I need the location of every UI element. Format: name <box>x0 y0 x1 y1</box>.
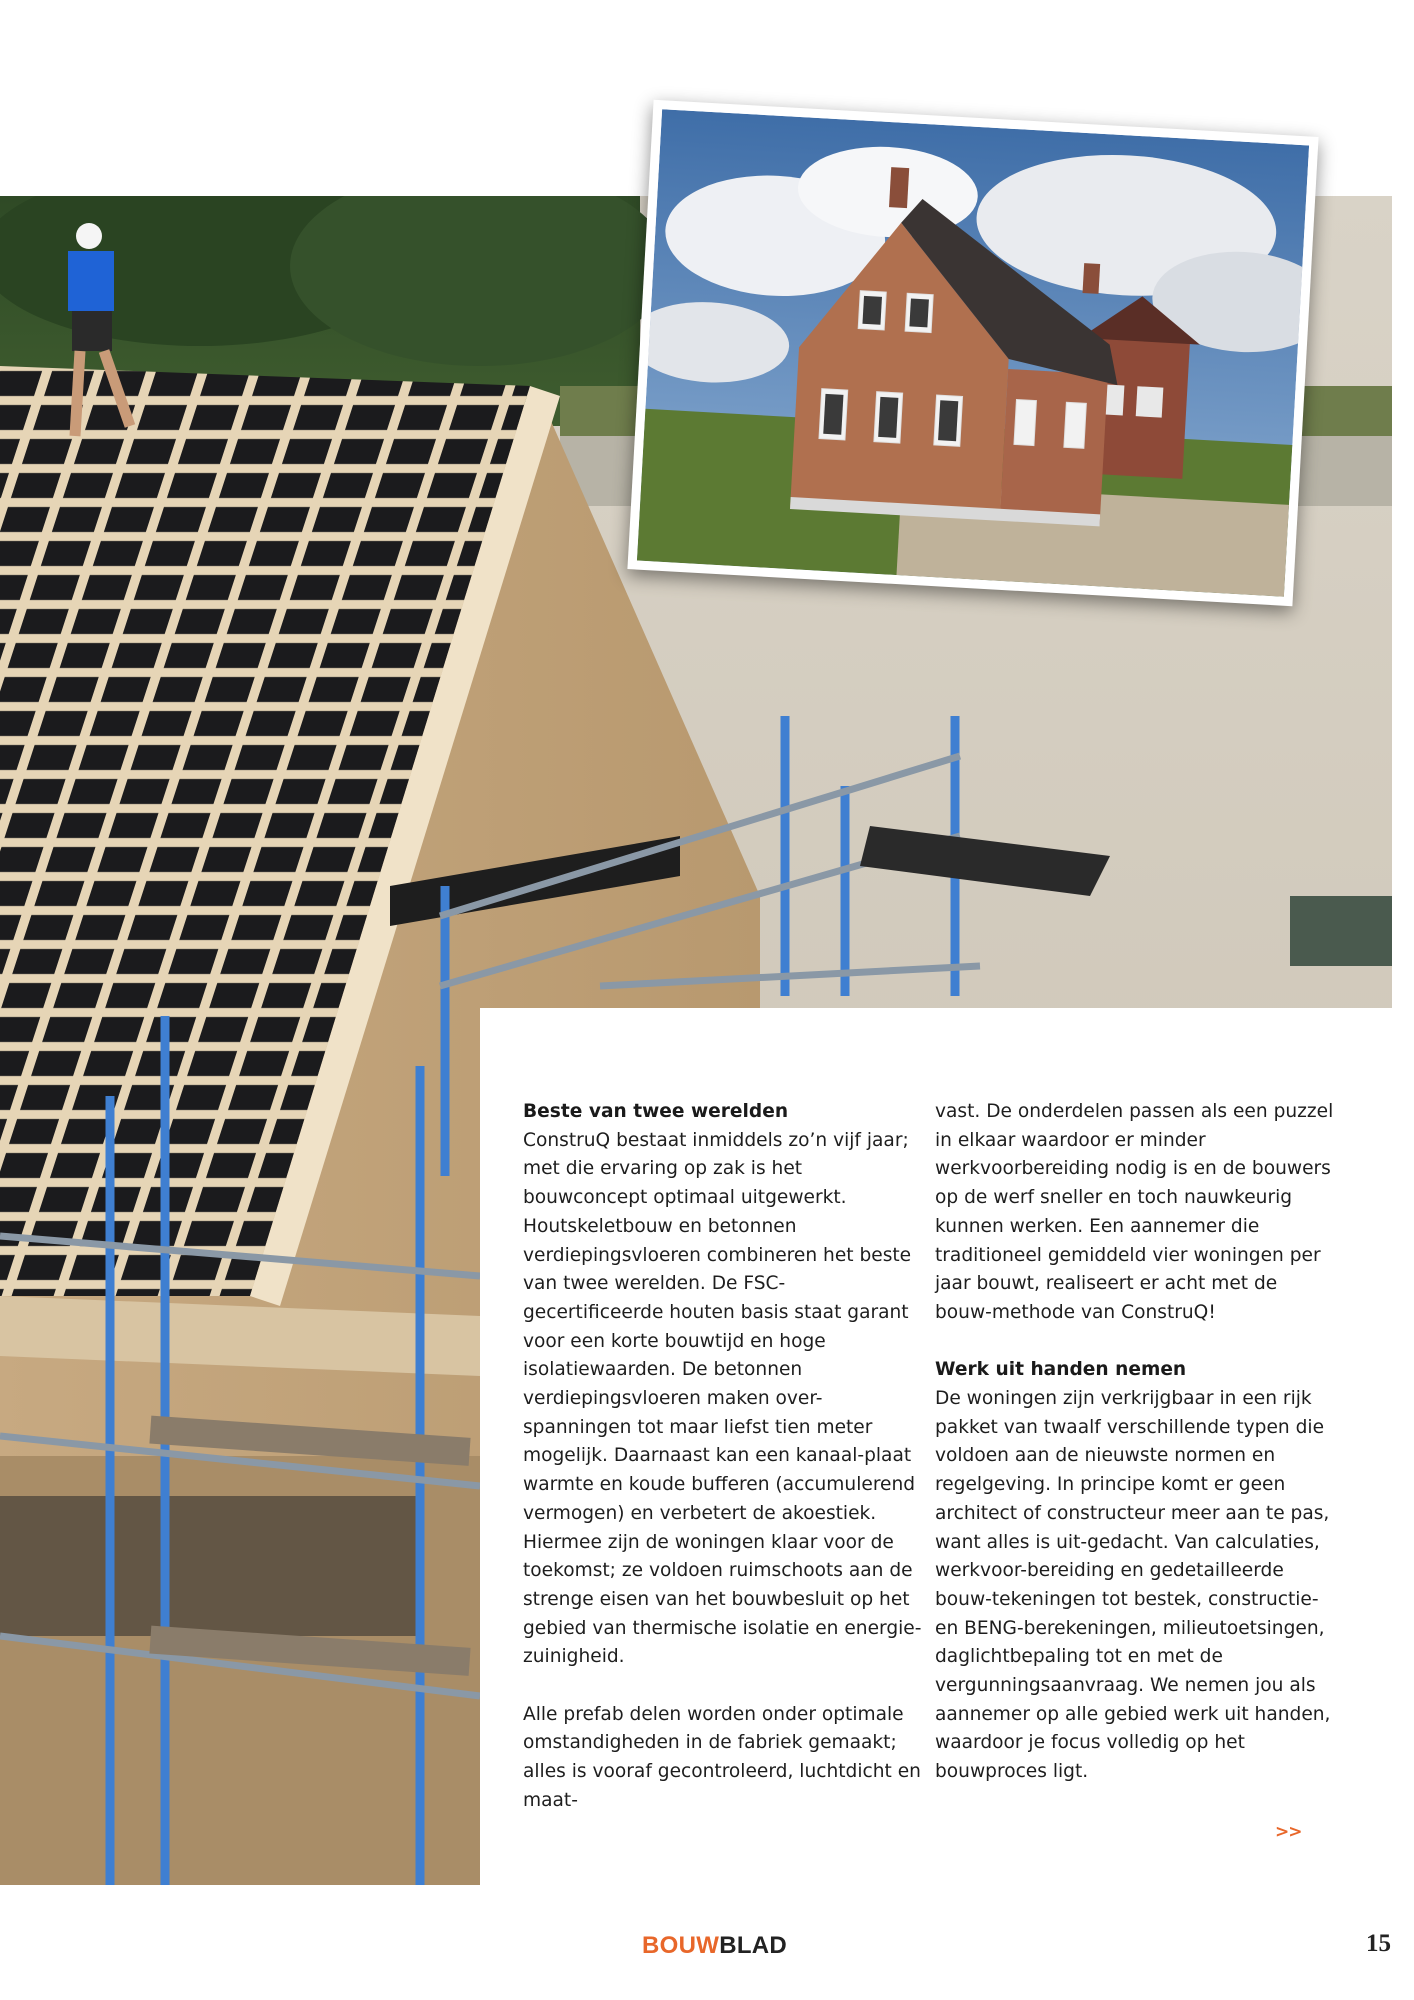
section-heading: Beste van twee werelden <box>523 1101 789 1122</box>
logo-part-blad: BLAD <box>719 1932 788 1959</box>
section-heading: Werk uit handen nemen <box>935 1359 1187 1381</box>
article-column-left <box>523 1098 923 1844</box>
body-paragraph: De woningen zijn verkrijgbaar in een rijk pakket van twaalf verschillende typen die voldoen aan de nieuwste normen en regelgeving. In principe komt er geen architect of constructeur meer aan te pas, want alles is uit-gedacht. Van calculaties, werkvoor-bereiding en gedetailleerde bouw-tekeningen tot bestek, constructie- en BENG-berekeningen, milieutoetsingen, daglichtbepaling tot en met de vergunningsaanvraag. We nemen jou als aannemer op alle gebied werk uit handen, waardoor je focus volledig op het bouwproces ligt. <box>935 1388 1331 1783</box>
article-column-right <box>935 1098 1335 1816</box>
magazine-logo <box>642 1932 787 1960</box>
logo-part-bouw: BOUW <box>642 1932 720 1959</box>
page-number: 15 <box>1366 1930 1391 1957</box>
body-paragraph: vast. De onderdelen passen als een puzzel in elkaar waardoor er minder werkvoorbereiding nodig is en de bouwers op de werf sneller en toch nauwkeurig kunnen werken. Een aannemer die traditioneel gemiddeld vier woningen per jaar bouwt, realiseert er acht met de bouw-methode van ConstruQ! <box>935 1101 1334 1323</box>
completed-house-photo <box>627 100 1318 606</box>
body-paragraph: Alle prefab delen worden onder optimale omstandigheden in de fabriek gemaakt; alles is vooraf gecontroleerd, luchtdicht en maat- <box>523 1703 921 1811</box>
body-paragraph: ConstruQ bestaat inmiddels zo’n vijf jaar; met die ervaring op zak is het bouwconcept optimaal uitgewerkt. Houtskeletbouw en betonnen verdiepingsvloeren combineren het beste van twee werelden. De FSC-gecertificeerde houten basis staat garant voor een korte bouwtijd en hoge isolatiewaarden. De betonnen verdiepingsvloeren maken over-spanningen tot maar liefst tien meter mogelijk. Daarnaast kan een kanaal-plaat warmte en koude bufferen (accumulerend vermogen) en verbetert de akoestiek. Hiermee zijn de woningen klaar voor de toekomst; ze voldoen ruimschoots aan de strenge eisen van het bouwbesluit op het gebied van thermische isolatie en energie-zuinigheid. <box>523 1129 922 1668</box>
continue-marker: >> <box>1275 1822 1302 1842</box>
